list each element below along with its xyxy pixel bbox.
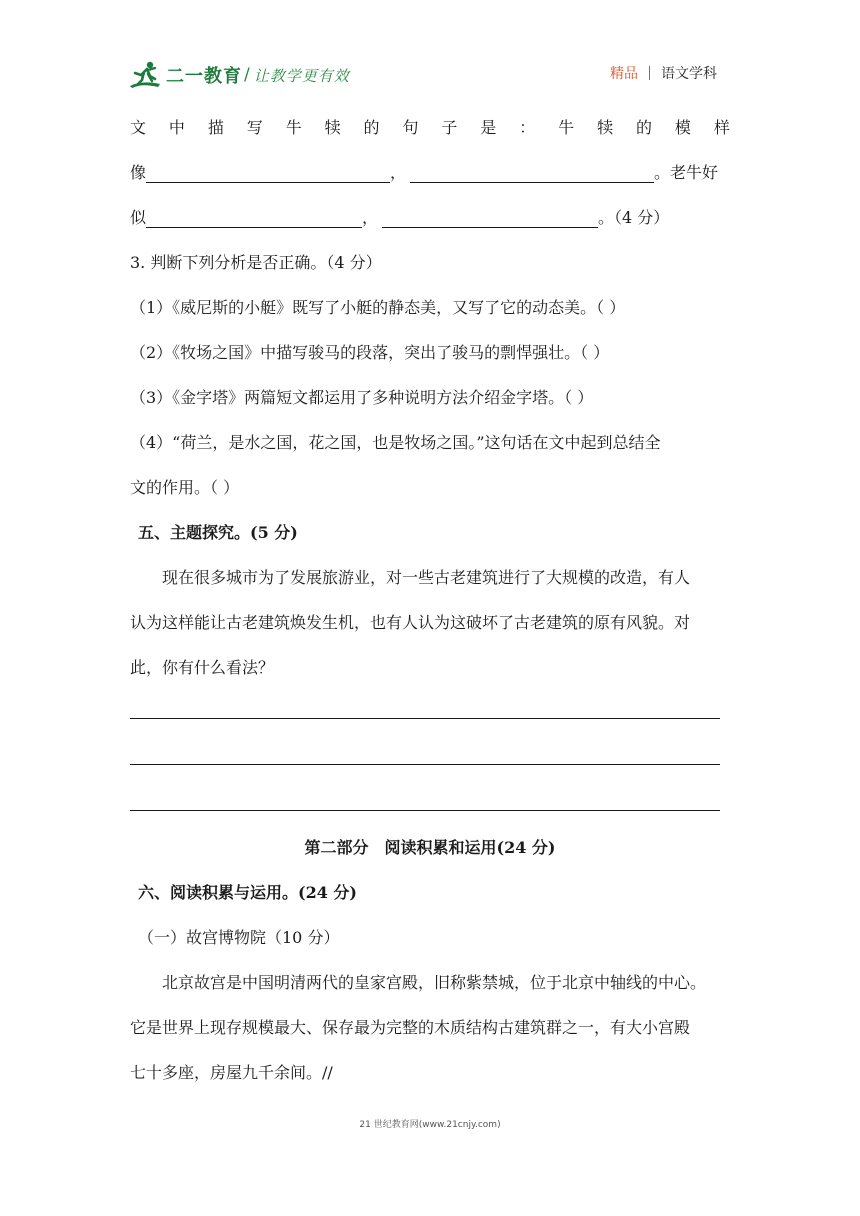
quality-label: 精品 (610, 66, 638, 82)
answer-blank[interactable] (410, 168, 654, 183)
char: 中 (168, 118, 185, 137)
char: 犊 (597, 118, 614, 137)
subject-label: 语文学科 (661, 66, 717, 82)
char: 子 (441, 118, 458, 137)
header-labels (610, 63, 717, 83)
text: 像 (130, 163, 147, 182)
char: 模 (674, 118, 691, 137)
answer-blank[interactable] (146, 168, 390, 183)
q3-item: （3）《金字塔》两篇短文都运用了多种说明方法介绍金字塔。（ ） (130, 388, 594, 407)
section6-heading: 六、阅读积累与运用。(24 分) (138, 883, 357, 902)
section5-para-line: 此，你有什么看法？ (130, 658, 275, 677)
answer-blank[interactable] (146, 213, 362, 228)
char: 犊 (324, 118, 341, 137)
section6-subheading: （一）故宫博物院（10 分） (138, 928, 340, 947)
char: ： (519, 118, 536, 137)
char: 描 (207, 118, 224, 137)
char: 的 (363, 118, 380, 137)
text: 似 (130, 208, 147, 227)
q3-item-cont: 文的作用。（ ） (130, 478, 240, 497)
char: 写 (246, 118, 263, 137)
section6-para-line: 它是世界上现存规模最大、保存最为完整的木质结构古建筑群之一，有大小宫殿 (130, 1018, 691, 1037)
site-logo (128, 58, 350, 92)
part2-heading: 第二部分 阅读积累和运用(24 分) (304, 838, 556, 857)
q3-item: （1）《威尼斯的小艇》既写了小艇的静态美，又写了它的动态美。（ ） (130, 298, 626, 317)
answer-line[interactable] (130, 718, 720, 719)
q3-item: （2）《牧场之国》中描写骏马的段落，突出了骏马的剽悍强壮。（ ） (130, 343, 610, 362)
q3-title: 3. 判断下列分析是否正确。（4 分） (130, 253, 382, 272)
char: 句 (402, 118, 419, 137)
q2-line-1 (130, 118, 730, 138)
section5-heading: 五、主题探究。(5 分) (138, 523, 298, 542)
text: 。老牛好 (654, 163, 719, 182)
q3-item: （4）“荷兰，是水之国，花之国，也是牧场之国。”这句话在文中起到总结全 (130, 433, 661, 452)
page-footer: 21 世纪教育网(www.21cnjy.com) (359, 1120, 501, 1130)
text: ， (390, 163, 407, 182)
text: ， (362, 208, 379, 227)
logo-name: 二一教育 (166, 66, 242, 87)
q2-line-3 (130, 208, 730, 228)
q2-line-2 (130, 163, 730, 183)
section5-para-line: 认为这样能让古老建筑焕发生机，也有人认为这破坏了古老建筑的原有风貌。对 (130, 613, 691, 632)
answer-line[interactable] (130, 810, 720, 811)
header-divider (649, 66, 650, 80)
answer-line[interactable] (130, 764, 720, 765)
section5-para-line: 现在很多城市为了发展旅游业，对一些古老建筑进行了大规模的改造，有人 (162, 568, 691, 587)
logo-divider: / (244, 65, 250, 85)
section6-para-line: 北京故宫是中国明清两代的皇家宫殿，旧称紫禁城，位于北京中轴线的中心。 (162, 973, 707, 992)
char: 文 (130, 118, 147, 137)
char: 样 (713, 118, 730, 137)
char: 牛 (285, 118, 302, 137)
char: 牛 (558, 118, 575, 137)
text: 。（4 分） (598, 208, 670, 227)
running-figure-icon (128, 60, 162, 90)
section6-para-line: 七十多座，房屋九千余间。// (130, 1063, 333, 1082)
char: 是 (480, 118, 497, 137)
answer-blank[interactable] (382, 213, 598, 228)
char: 的 (635, 118, 652, 137)
logo-slogan: 让教学更有效 (253, 66, 350, 85)
